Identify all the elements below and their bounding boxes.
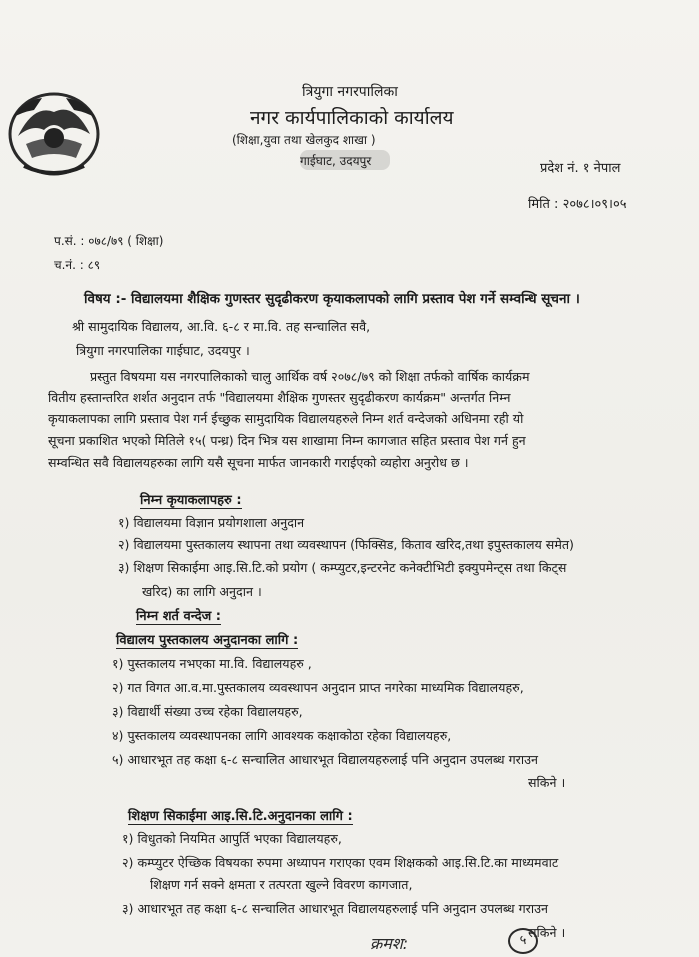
activities-title: निम्न कृयाकलापहरु :: [140, 490, 242, 509]
ict-condition-item: २) कम्प्युटर ऐच्छिक विषयका रुपमा अध्यापन गराएका एवम शिक्षकको आइ.सि.टि.का माध्यमवाट: [122, 855, 559, 870]
library-condition-item: ४) पुस्तकालय व्यवस्थापनका लागि आवश्यक कक्षाकोठा रहेका विद्यालयहरु,: [112, 728, 452, 743]
addressee-line-1: श्री सामुदायिक विद्यालय, आ.वि. ६-८ र मा.वि. तह सन्चालित सवै,: [72, 319, 371, 334]
library-conditions-title: विद्यालय पुस्तकालय अनुदानका लागि :: [116, 630, 298, 649]
body-line: सम्वन्धित सवै विद्यालयहरुका लागि यसै सूचना मार्फत जानकारी गराईएको व्यहोरा अनुरोध छ ।: [48, 455, 469, 470]
activity-item: ३) शिक्षण सिकाईमा आइ.सि.टि.को प्रयोग ( कम्प्युटर,इन्टरनेट कनेक्टीभिटी इक्युपमेन्ट्स तथा किट्स: [118, 560, 567, 575]
body-line: सूचना प्रकाशित भएको मितिले १५( पन्ध्र) दिन भित्र यस शाखामा निम्न कागजात सहित प्रस्ताव पेश गर्न हुन: [48, 433, 526, 448]
letter-number: प.सं. : ०७८/७९ ( शिक्षा): [54, 234, 164, 248]
ict-condition-continuation: शिक्षण गर्न सक्ने क्षमता र तत्परता खुल्ने विवरण कागजात,: [150, 877, 413, 892]
body-line: प्रस्तुत विषयमा यस नगरपालिकाको चालु आर्थिक वर्ष २०७८/७९ को शिक्षा तर्फको वार्षिक कार्यक्रम: [90, 369, 530, 384]
conditions-title: निम्न शर्त वन्देज :: [136, 606, 221, 625]
ict-condition-item: ३) आधारभूत तह कक्षा ६-८ सन्चालित आधारभूत विद्यालयहरुलाई पनि अनुदान उपलब्ध गराउन: [122, 901, 548, 916]
addressee-line-2: त्रियुगा नगरपालिका गाईघाट, उदयपुर ।: [76, 343, 250, 358]
body-line: वितीय हस्तान्तरित शर्शत अनुदान तर्फ "विद्यालयमा शैक्षिक गुणस्तर सुदृढीकरण कार्यक्रम" अन्तर्गत निम्न: [48, 390, 511, 405]
library-condition-item: २) गत विगत आ.व.मा.पुस्तकालय व्यवस्थापन अनुदान प्राप्त नगरेका माध्यमिक विद्यालयहरु,: [112, 680, 524, 695]
library-condition-item: १) पुस्तकालय नभएका मा.वि. विद्यालयहरु ,: [112, 656, 312, 671]
library-condition-item: ५) आधारभूत तह कक्षा ६-८ सन्चालित आधारभूत विद्यालयहरुलाई पनि अनुदान उपलब्ध गराउन: [112, 752, 538, 767]
section-name: (शिक्षा,युवा तथा खेलकुद शाखा ): [232, 133, 376, 147]
continued-mark: क्रमश:: [370, 934, 409, 953]
ict-condition-continuation: सकिने ।: [528, 925, 566, 940]
library-condition-item: ३) विद्यार्थी संख्या उच्च रहेका विद्यालयहरु,: [112, 704, 303, 719]
nepal-emblem-icon: [4, 84, 104, 180]
office-name: नगर कार्यपालिकाको कार्यालय: [250, 107, 454, 129]
municipality-name: त्रियुगा नगरपालिका: [302, 84, 398, 100]
activity-item: २) विद्यालयमा पुस्तकालय स्थापना तथा व्यवस्थापन (फिक्सिड, किताव खरिद,तथा इपुस्तकालय समेत): [118, 537, 574, 552]
province-label: प्रदेश नं. १ नेपाल: [540, 161, 621, 176]
ict-conditions-title: शिक्षण सिकाईमा आइ.सि.टि.अनुदानका लागि :: [128, 806, 353, 825]
dispatch-number: च.नं. : ८९: [54, 258, 101, 272]
body-line: कृयाकलापका लागि प्रस्ताव पेश गर्न ईच्छुक सामुदायिक विद्यालयहरुले निम्न शर्त वन्देजको अधिनमा रही यो: [48, 411, 524, 426]
subject-line: विषय :- विद्यालयमा शैक्षिक गुणस्तर सुदृढीकरण कृयाकलापको लागि प्रस्ताव पेश गर्ने सम्वन्धि सूचना ।: [84, 291, 580, 307]
page-number: ५: [508, 928, 538, 954]
ict-condition-item: १) विधुतको नियमित आपुर्ति भएका विद्यालयहरु,: [122, 831, 342, 846]
office-location: गाईघाट, उदयपुर: [300, 154, 372, 168]
activity-item: १) विद्यालयमा विज्ञान प्रयोगशाला अनुदान: [118, 515, 305, 530]
activity-item-continuation: खरिद) का लागि अनुदान ।: [142, 584, 262, 599]
library-condition-continuation: सकिने ।: [528, 775, 566, 790]
date-label: मिति : २०७८।०९।०५: [528, 197, 627, 212]
